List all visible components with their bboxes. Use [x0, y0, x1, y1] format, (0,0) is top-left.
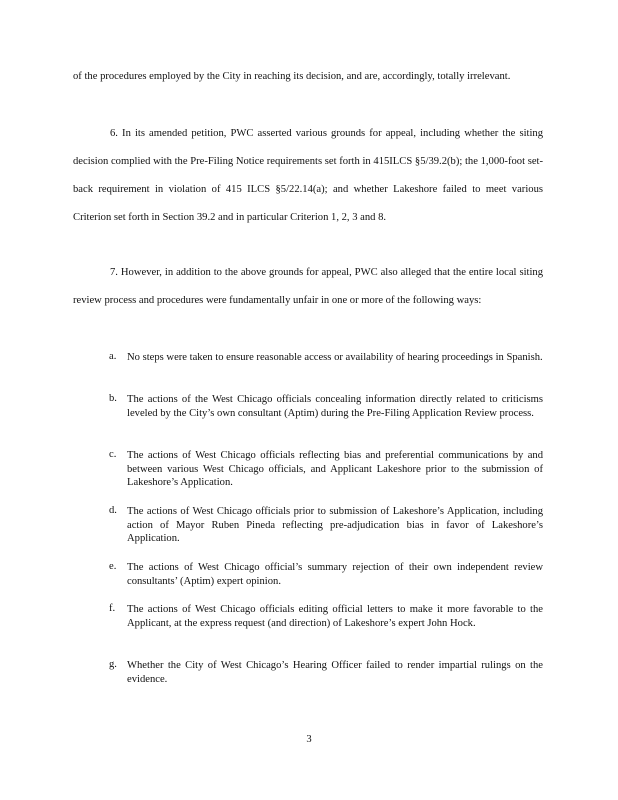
list-marker: a.	[109, 351, 117, 362]
list-item-text: Whether the City of West Chicago’s Hearing Officer failed to render impartial rulings on the evidence.	[127, 660, 543, 685]
page-number: 3	[306, 734, 312, 745]
paragraph-7	[73, 259, 543, 315]
paragraph-text: 6. In its amended petition, PWC asserted various grounds for appeal, including whether the siting decision complied with the Pre-Filing Notice requirements set forth in 415ILCS §5/39.2(b); the 1,000-foot set-back requirement in violation of 415 ILCS §5/22.14(a); and whether Lakeshore failed to meet various Criterion set forth in Section 39.2 and in particular Criterion 1, 2, 3 and 8.	[73, 128, 543, 223]
list-item-text: No steps were taken to ensure reasonable access or availability of hearing proceedings in Spanish.	[127, 352, 543, 363]
list-item-e	[109, 561, 543, 588]
list-item-d	[109, 505, 543, 546]
list-item-text: The actions of West Chicago officials editing official letters to make it more favorable to the Applicant, at the express request (and direction) of Lakeshore’s expert John Hock.	[127, 604, 543, 629]
paragraph-continuation	[73, 63, 543, 91]
list-marker: e.	[109, 561, 117, 572]
list-marker: d.	[109, 505, 117, 516]
paragraph-6	[73, 120, 543, 232]
list-item-f	[109, 603, 543, 630]
list-item-text: The actions of West Chicago officials reflecting bias and preferential communications by and between various West Chicago officials, and Applicant Lakeshore prior to the submission of Lakeshore’s Application.	[127, 450, 543, 489]
paragraph-text: 7. However, in addition to the above grounds for appeal, PWC also alleged that the entire local siting review process and procedures were fundamentally unfair in one or more of the following ways:	[73, 267, 543, 306]
list-marker: c.	[109, 449, 117, 460]
paragraph-text: of the procedures employed by the City in reaching its decision, and are, accordingly, totally irrelevant.	[73, 71, 511, 82]
list-marker: b.	[109, 393, 117, 404]
list-item-b	[109, 393, 543, 420]
list-marker: f.	[109, 603, 116, 614]
list-item-text: The actions of West Chicago official’s summary rejection of their own independent review consultants’ (Aptim) expert opinion.	[127, 562, 543, 587]
list-item-text: The actions of the West Chicago officials concealing information directly related to criticisms leveled by the City’s own consultant (Aptim) during the Pre-Filing Application Review process.	[127, 394, 543, 419]
list-item-c	[109, 449, 543, 490]
list-item-a	[109, 351, 543, 365]
list-item-g	[109, 659, 543, 686]
list-item-text: The actions of West Chicago officials prior to submission of Lakeshore’s Application, including action of Mayor Ruben Pineda reflecting pre-adjudication bias in favor of Lakeshore’s Application.	[127, 506, 543, 545]
list-marker: g.	[109, 659, 117, 670]
